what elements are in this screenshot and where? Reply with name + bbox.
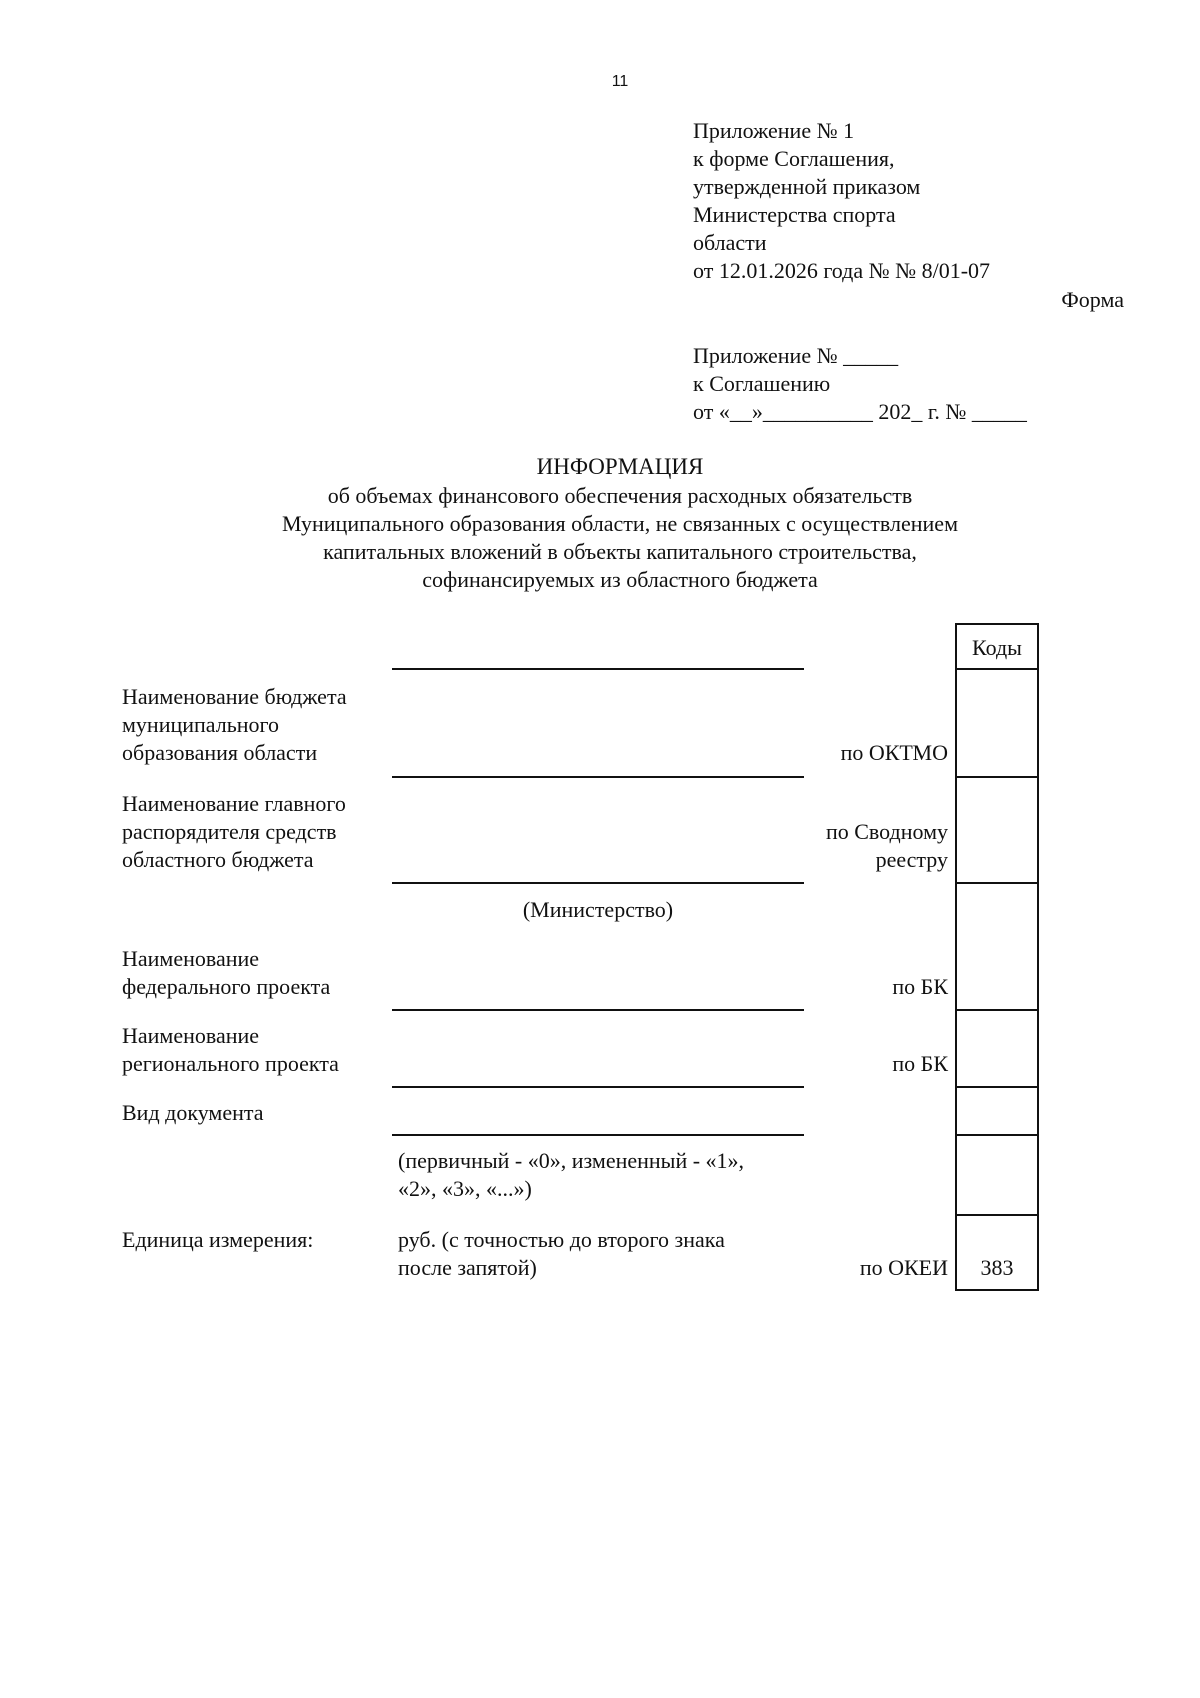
note-line: «2», «3», «...») (398, 1176, 532, 1201)
codes-divider (955, 1009, 1039, 1011)
unit-line: после запятой) (398, 1255, 537, 1280)
document-type-field[interactable] (392, 1134, 804, 1136)
page-number: 11 (611, 73, 629, 90)
codes-header: Коды (972, 635, 1022, 660)
label-line: муниципального (122, 712, 280, 737)
federal-project-field[interactable] (392, 1009, 804, 1011)
appendix-line: утвержденной приказом (693, 174, 921, 199)
label-line: Наименование бюджета (122, 684, 347, 709)
document-type-label: Вид документа (122, 1100, 264, 1125)
appendix-line: области (693, 230, 767, 255)
agreement-appendix-line: Приложение № _____ (693, 343, 899, 368)
codes-divider (955, 776, 1039, 778)
codes-column (955, 623, 1039, 1291)
title-line: софинансируемых из областного бюджета (422, 567, 818, 592)
label-line: реестру (875, 847, 948, 872)
label-line: образования области (122, 740, 318, 765)
appendix-header (693, 117, 990, 285)
budget-name-label (122, 683, 347, 767)
bk-label: по БК (892, 1051, 948, 1076)
appendix-line: Приложение № 1 (693, 118, 855, 143)
codes-divider (955, 1214, 1039, 1216)
unit-label: Единица измерения: (122, 1227, 314, 1252)
agreement-appendix-line: к Соглашению (693, 371, 831, 396)
okei-code: 383 (980, 1255, 1014, 1280)
label-line: распорядителя средств (122, 819, 337, 844)
label-line: Наименование главного (122, 791, 346, 816)
distributor-field[interactable] (392, 882, 804, 884)
distributor-label (122, 790, 346, 874)
oktmo-label: по ОКТМО (840, 740, 948, 765)
unit-line: руб. (с точностью до второго знака (398, 1227, 725, 1252)
label-line: Наименование (122, 1023, 260, 1048)
title-heading: ИНФОРМАЦИЯ (536, 454, 704, 479)
codes-divider (955, 668, 1039, 670)
label-line: по Сводному (825, 819, 948, 844)
label-line: областного бюджета (122, 847, 314, 872)
form-label: Форма (1061, 287, 1124, 312)
appendix-line: от 12.01.2026 года № № 8/01-07 (693, 258, 991, 283)
agreement-appendix-line: от «__»__________ 202_ г. № _____ (693, 399, 1027, 424)
regional-project-field[interactable] (392, 1086, 804, 1088)
bk-label: по БК (892, 974, 948, 999)
label-line: регионального проекта (122, 1051, 339, 1076)
appendix-line: к форме Соглашения, (693, 146, 895, 171)
federal-project-label (122, 945, 330, 1001)
document-type-note (398, 1147, 744, 1203)
title-line: капитальных вложений в объекты капитального строительства, (323, 539, 917, 564)
label-line: федерального проекта (122, 974, 331, 999)
budget-name-field[interactable] (392, 776, 804, 778)
label-line: Наименование (122, 946, 260, 971)
regional-project-label (122, 1022, 339, 1078)
fill-line (392, 668, 804, 670)
ministry-note: (Министерство) (522, 897, 674, 922)
title-line: об объемах финансового обеспечения расходных обязательств (327, 483, 913, 508)
agreement-appendix-header (693, 342, 1027, 426)
okei-label: по ОКЕИ (859, 1255, 948, 1280)
title-line: Муниципального образования области, не связанных с осуществлением (282, 511, 958, 536)
unit-value (398, 1226, 725, 1282)
codes-divider (955, 882, 1039, 884)
appendix-line: Министерства спорта (693, 202, 896, 227)
codes-divider (955, 1086, 1039, 1088)
note-line: (первичный - «0», измененный - «1», (398, 1148, 745, 1173)
document-title (0, 452, 1200, 594)
summary-register-label (826, 818, 948, 874)
codes-divider (955, 1134, 1039, 1136)
